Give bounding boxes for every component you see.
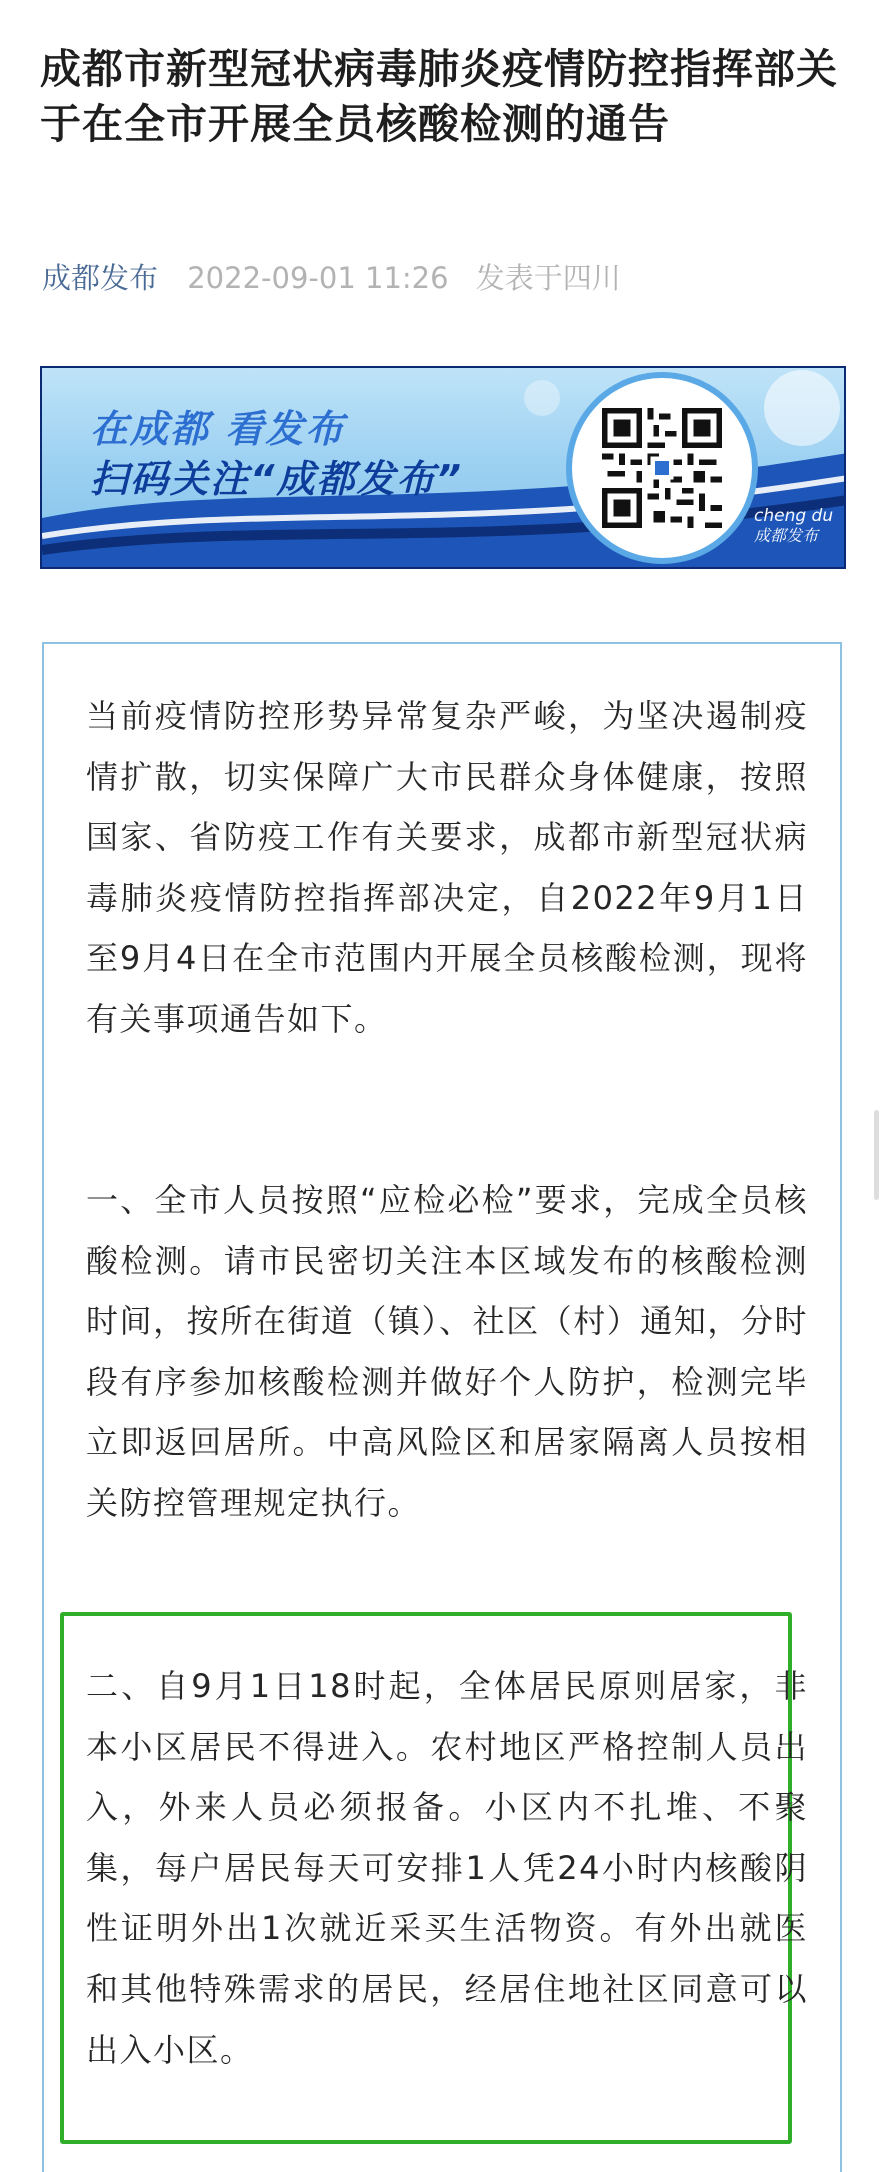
publish-location: 发表于四川 — [475, 261, 621, 295]
follow-banner[interactable] — [40, 366, 846, 569]
banner-brand-en: cheng du — [754, 506, 834, 526]
qr-code-icon — [602, 408, 722, 528]
author-link[interactable]: 成都发布 — [42, 261, 159, 295]
item-1-paragraph: 一、全市人员按照“应检必检”要求，完成全员核酸检测。请市民密切关注本区域发布的核酸检测时间，按所在街道（镇）、社区（村）通知，分时段有序参加核酸检测并做好个人防护，检测完毕立即返回居所。中高风险区和居家隔离人员按相关防控管理规定执行。 — [86, 1181, 808, 1522]
scrollbar-thumb[interactable] — [874, 1110, 879, 1200]
banner-brand-cn: 成都发布 — [754, 526, 819, 545]
banner-slogan: 在成都 看发布 — [90, 407, 346, 451]
item-2-paragraph: 二、自9月1日18时起，全体居民原则居家，非本小区居民不得进入。农村地区严格控制人员出入，外来人员必须报备。小区内不扎堆、不聚集，每户居民每天可安排1人凭24小时内核酸阴性证明外出1次就近采买生活物资。有外出就医和其他特殊需求的居民，经居住地社区同意可以出入小区。 — [86, 1667, 808, 2069]
banner-follow-text: 扫码关注“成都发布” — [90, 457, 463, 501]
intro-paragraph: 当前疫情防控形势异常复杂严峻，为坚决遏制疫情扩散，切实保障广大市民群众身体健康，按照国家、省防疫工作有关要求，成都市新型冠状病毒肺炎疫情防控指挥部决定，自2022年9月1日至9月4日在全市范围内开展全员核酸检测，现将有关事项通告如下。 — [86, 697, 808, 1038]
publish-datetime: 2022-09-01 11:26 — [187, 261, 449, 295]
banner-brand-mark — [754, 506, 833, 546]
qr-code[interactable] — [572, 378, 752, 558]
article-meta — [42, 258, 621, 298]
page-title: 成都市新型冠状病毒肺炎疫情防控指挥部关于在全市开展全员核酸检测的通告 — [40, 45, 838, 148]
